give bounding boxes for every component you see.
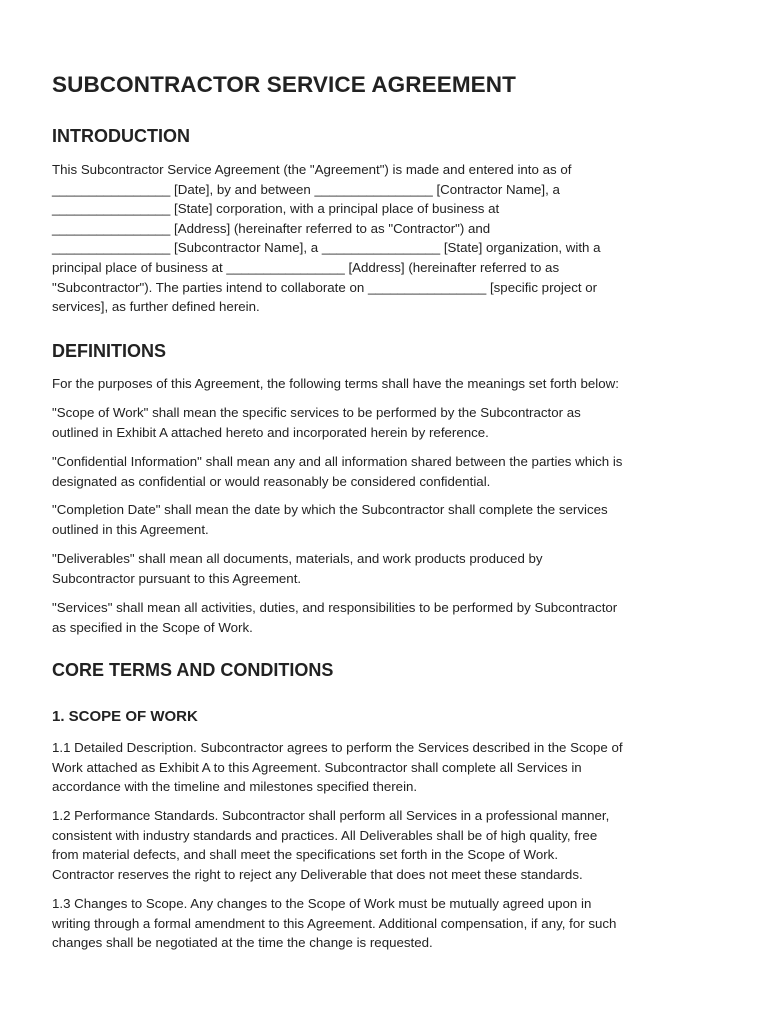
paragraph-line: This Subcontractor Service Agreement (the "Agreement") is made and entered into as of	[52, 162, 572, 177]
paragraph-line: ________________ [Date], by and between ________________ [Contractor Name], a	[52, 181, 560, 197]
paragraph-line: outlined in this Agreement.	[52, 521, 209, 537]
core-terms-heading: CORE TERMS AND CONDITIONS	[52, 660, 334, 680]
definition-deliverables	[52, 549, 722, 588]
paragraph-line: outlined in Exhibit A attached hereto and incorporated herein by reference.	[52, 424, 489, 440]
paragraph-line: "Completion Date" shall mean the date by which the Subcontractor shall complete the services	[52, 502, 608, 517]
document-title: SUBCONTRACTOR SERVICE AGREEMENT	[52, 72, 516, 97]
paragraph-line: Work attached as Exhibit A to this Agreement. Subcontractor shall complete all Services in	[52, 759, 582, 775]
paragraph-line: "Services" shall mean all activities, duties, and responsibilities to be performed by Subcontractor	[52, 600, 618, 615]
paragraph-line: For the purposes of this Agreement, the following terms shall have the meanings set forth below:	[52, 376, 619, 391]
scope-of-work-heading: 1. SCOPE OF WORK	[52, 708, 198, 725]
paragraph-line: 1.1 Detailed Description. Subcontractor agrees to perform the Services described in the Scope of	[52, 740, 623, 755]
definition-scope-of-work	[52, 403, 722, 442]
introduction-heading: INTRODUCTION	[52, 126, 190, 146]
paragraph-line: "Scope of Work" shall mean the specific services to be performed by the Subcontractor as	[52, 405, 581, 420]
definition-completion-date	[52, 500, 722, 539]
clause-1-1	[52, 738, 722, 797]
definitions-heading: DEFINITIONS	[52, 341, 167, 361]
definitions-intro	[52, 374, 722, 394]
clause-1-2	[52, 806, 722, 884]
paragraph-line: "Confidential Information" shall mean any and all information shared between the parties which is	[52, 454, 623, 469]
paragraph-line: 1.3 Changes to Scope. Any changes to the Scope of Work must be mutually agreed upon in	[52, 896, 592, 911]
paragraph-line: ________________ [Subcontractor Name], a ________________ [State] organization, with a	[52, 240, 601, 256]
definition-services	[52, 598, 722, 637]
introduction-paragraph	[52, 160, 722, 317]
paragraph-line: consistent with industry standards and practices. All Deliverables shall be of high quality, free	[52, 827, 598, 843]
paragraph-line: Contractor reserves the right to reject any Deliverable that does not meet these standards.	[52, 866, 583, 882]
paragraph-line: accordance with the timeline and milestones specified therein.	[52, 779, 418, 795]
paragraph-line: as specified in the Scope of Work.	[52, 619, 253, 635]
paragraph-line: "Subcontractor"). The parties intend to collaborate on ________________ [specific project or	[52, 279, 598, 295]
paragraph-line: changes shall be negotiated at the time the change is requested.	[52, 935, 433, 951]
paragraph-line: services], as further defined herein.	[52, 299, 260, 315]
paragraph-line: 1.2 Performance Standards. Subcontractor shall perform all Services in a professional manner,	[52, 808, 610, 823]
paragraph-line: from material defects, and shall meet the specifications set forth in the Scope of Work.	[52, 847, 559, 863]
definition-confidential-information	[52, 452, 722, 491]
paragraph-line: Subcontractor pursuant to this Agreement.	[52, 570, 302, 586]
paragraph-line: "Deliverables" shall mean all documents, materials, and work products produced by	[52, 551, 543, 566]
paragraph-line: ________________ [State] corporation, with a principal place of business at	[52, 201, 500, 217]
paragraph-line: principal place of business at ________________ [Address] (hereinafter referred to as	[52, 259, 560, 275]
paragraph-line: writing through a formal amendment to this Agreement. Additional compensation, if any, for such	[52, 915, 617, 931]
paragraph-line: ________________ [Address] (hereinafter referred to as "Contractor") and	[52, 220, 491, 236]
paragraph-line: designated as confidential or would reasonably be considered confidential.	[52, 473, 491, 489]
clause-1-3	[52, 894, 722, 953]
